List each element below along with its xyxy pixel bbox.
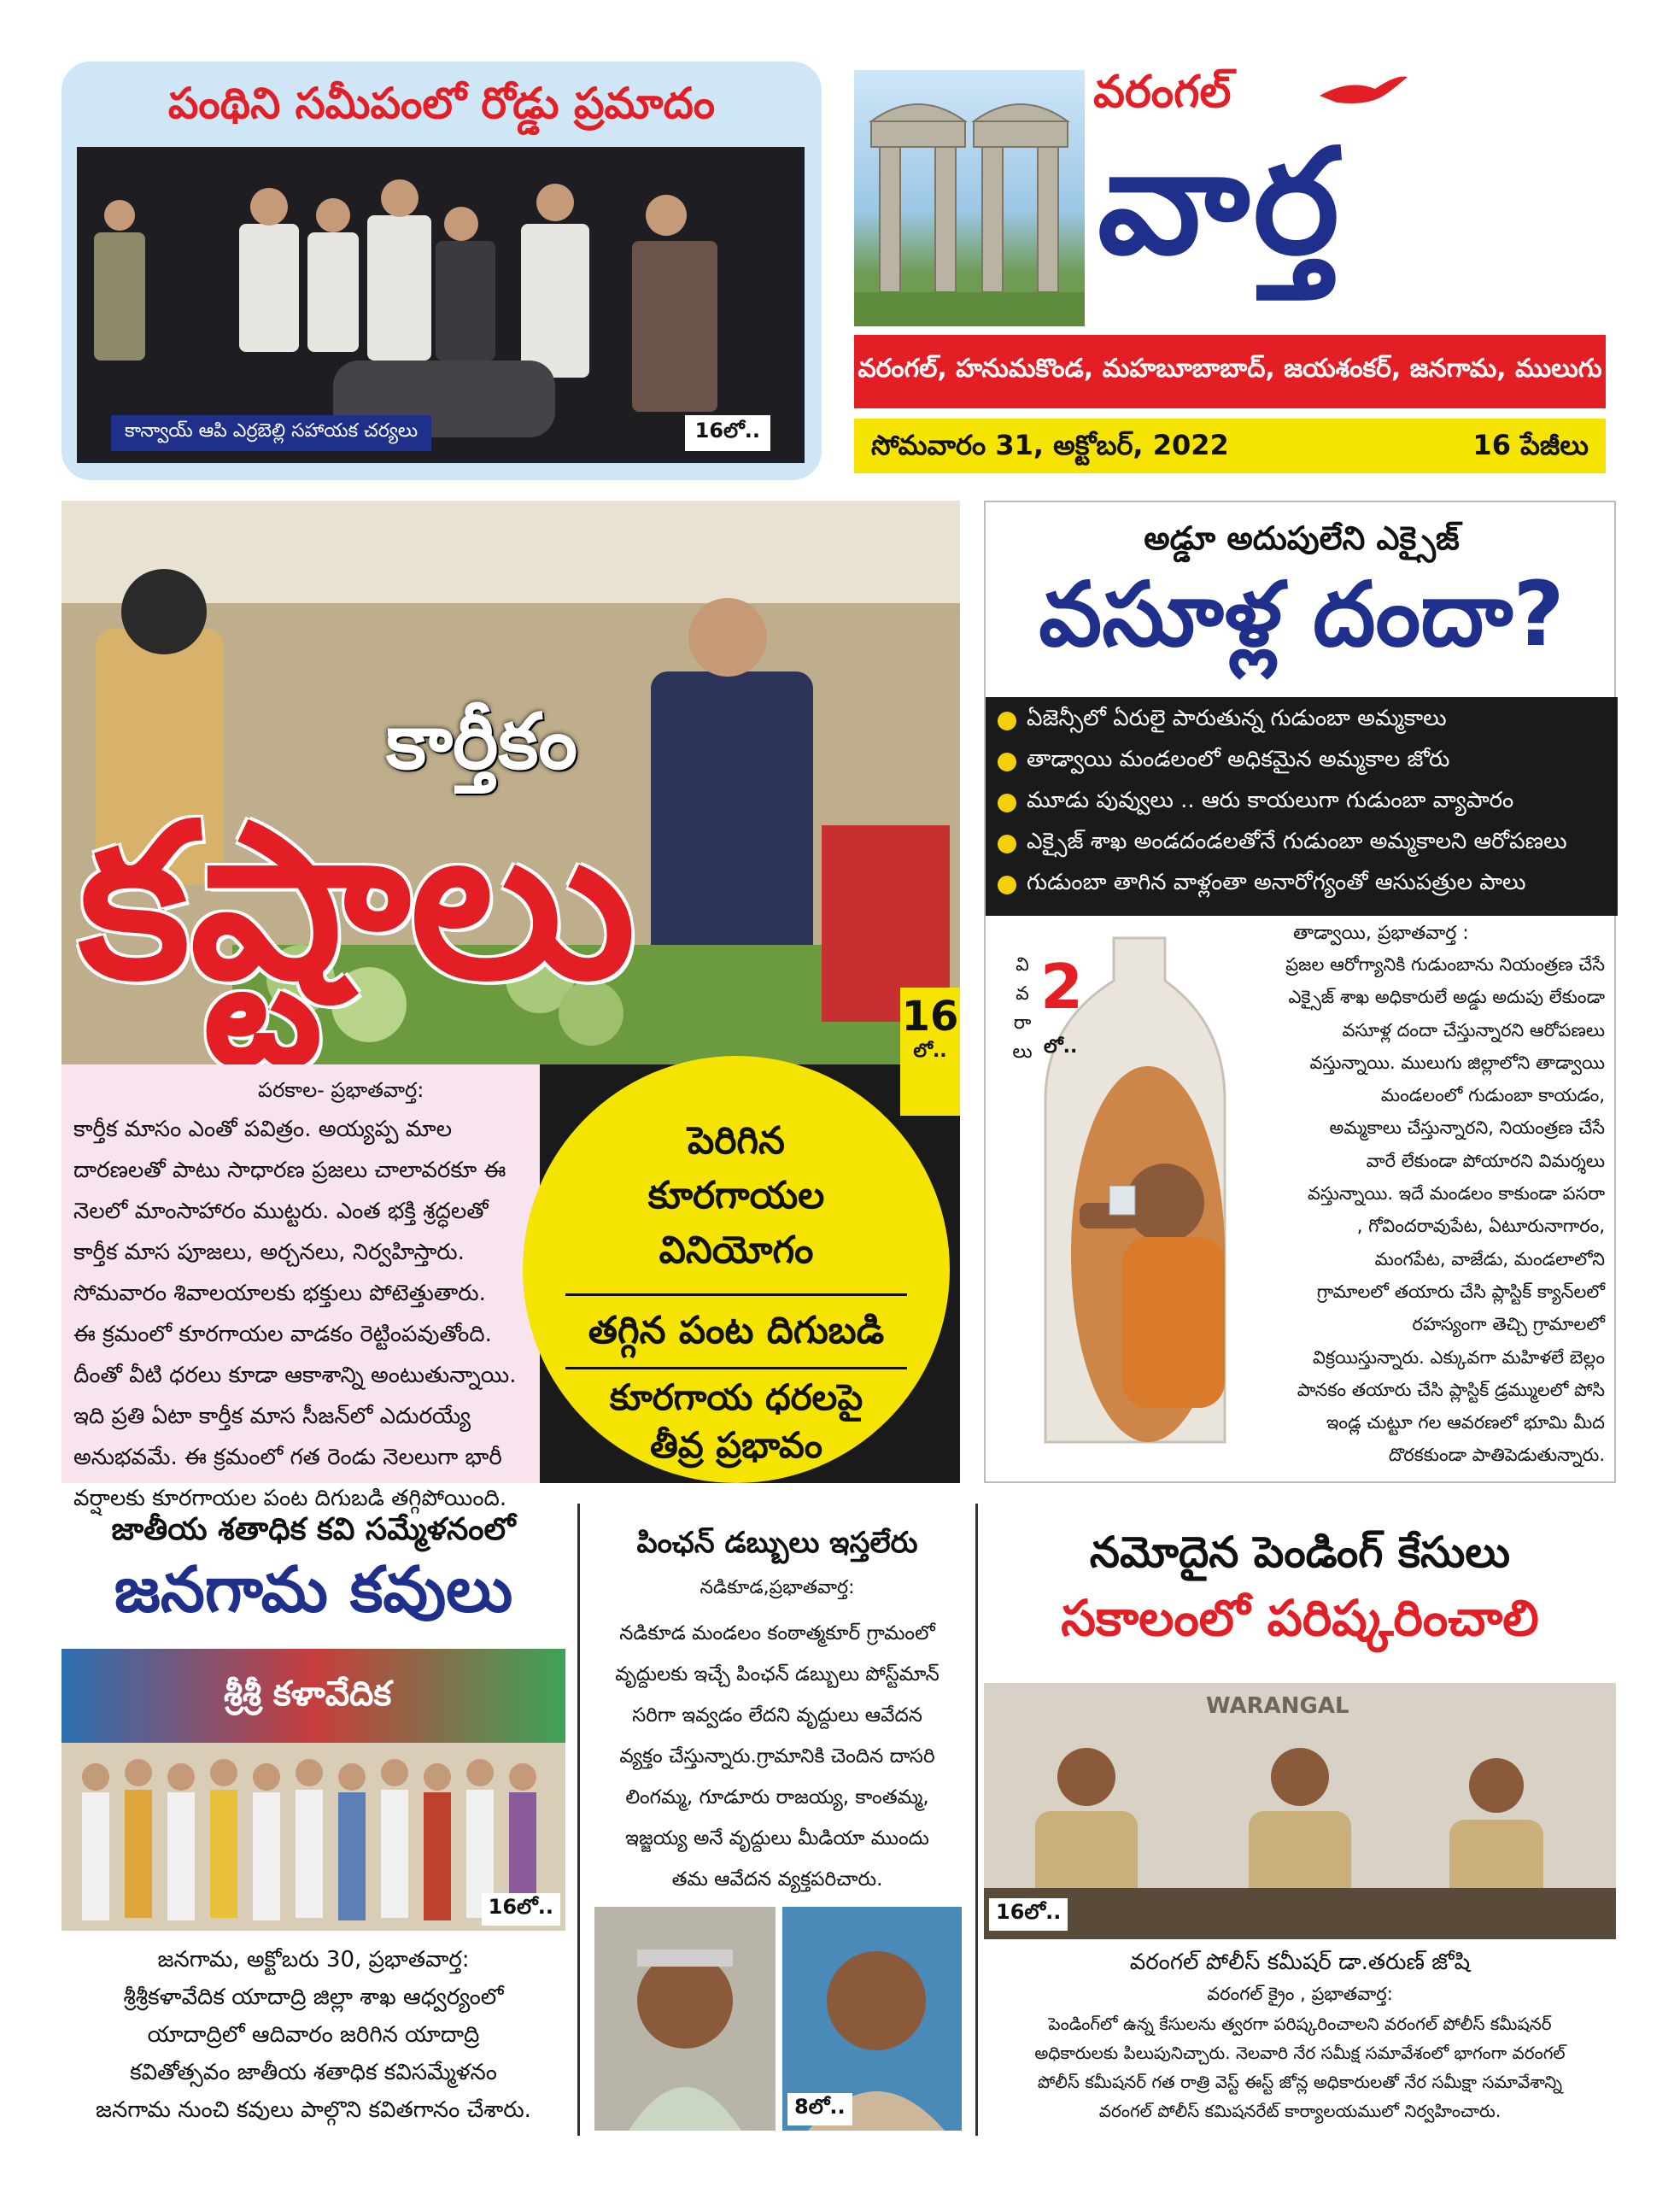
masthead-prefix: వరంగల్ [1093,67,1232,118]
details-label: వి వ రా లు [1012,954,1033,1063]
bullet-item: ఎక్సైజ్ శాఖ అండదండలతోనే గుడుంబా అమ్మకాలని ఆరోపణలు [986,824,1618,865]
circle-divider-2 [565,1367,907,1369]
details-ref: వి వ రా లు 2 లో.. [1010,951,1092,1070]
cases-page-ref: 16లో.. [989,1898,1068,1931]
masthead-photo-gateway [854,70,1085,326]
excise-story [984,501,1616,1483]
accident-headline: పంథిని సమీపంలో రోడ్డు ప్రమాదం [167,79,716,128]
masthead [854,62,1614,480]
bullet-dot-icon [998,712,1016,730]
accident-caption: కాన్వాయ్ ఆపి ఎర్రబెల్లి సహాయక చర్యలు [111,415,431,451]
cases-headline-2: సకాలంలో పరిష్కరించాలి [1061,1589,1539,1647]
poets-page-ref: 16లో.. [482,1893,560,1926]
bullet-dot-icon [998,835,1016,853]
circle-divider-1 [565,1293,907,1296]
bullet-item: ఏజెన్సీలో ఏరులై పారుతున్న గుడుంబా అమ్మకాలు [986,701,1618,742]
poets-body: జనగామ, అక్టోబరు 30, ప్రభాతవార్త: శ్రీశ్రీకళావేదిక యాదాద్రి జిల్లా శాఖ ఆధ్వర్యంలో యాదాద్రిలో ఆదివారం జరిగిన యాదాద్రి కవితోత్సవం జాతీయ శతాధిక కవిసమ్మేళనం జనగామ నుంచి కవులు పాల్గొని కవితగానం చేశారు. [96,1947,531,2123]
column-rule [975,1504,978,2136]
karthikam-page-ref: 16 లో.. [900,988,960,1116]
poets-story [61,1505,565,2137]
bullet-item: మూడు పువ్వులు .. ఆరు కాయలుగా గుడుంబా వ్యాపారం [986,783,1618,824]
accident-photo [77,147,805,463]
poets-headline: జనగామ కవులు [114,1553,513,1627]
circle-block-3: కూరగాయ ధరలపై తీవ్ర ప్రభావం [609,1376,863,1466]
excise-headline: వసూళ్ల దందా? [1039,562,1565,666]
page-count: 16 పేజీలు [1472,429,1589,461]
masthead-title: వార్త [1098,118,1343,287]
pension-photo-man [782,1907,962,2131]
pension-page-ref: 8లో.. [787,2093,852,2125]
accident-box [61,62,822,480]
pension-body: నడికూడ మండలం కంఠాత్మకూర్ గ్రామంలో వృద్దులకు ఇచ్చే పింఛన్ డబ్బులు పోస్ట్‌మాన్ సరిగా ఇవ్వడం లేదని వృద్దులు ఆవేదన వ్యక్తం చేస్తున్నారు.గ్రామానికి చెందిన దాసరి లింగమ్మ, గూడూరు రాజయ్య, కాంతమ్మ, ఇజ్జయ్య అనే వృద్దులు మీడియా ముందు తమ ఆవేదన వ్యక్తపరిచారు. [615,1622,940,1891]
circle-block-2: తగ్గిన పంట దిగుబడి [588,1309,885,1352]
karthikam-text-panel [61,1064,540,1511]
excise-body: ప్రజల ఆరోగ్యానికి గుడుంబాను నియంత్రణ చేసే ఎక్సైజ్ శాఖ అధికారులే అడ్డు అదుపు లేకుండా వసూళ్ల దందా చేస్తున్నారని ఆరోపణలు వస్తున్నాయి. ములుగు జిల్లాలోని తాడ్వాయి మండలంలో గుడుంబా కాయడం, అమ్మకాలు చేస్తున్నారని, నియంత్రణ చేసే వారే లేకుండా పోయారని విమర్శలు వస్తున్నాయి. ఇదే మండలం కాకుండా పసరా , గోవిందరావుపేట, ఏటూరునాగారం, మంగపేట, వాజేడు, మండలాలోని గ్రామాలలో తయారు చేసి ప్లాస్టిక్ క్యాన్‌లలో రహస్యంగా తెచ్చి గ్రామాలలో విక్రయిస్తున్నారు. ఎక్కువగా మహిళలే బెల్లం పానకం తయారు చేసి ప్లాస్టిక్ డ్రమ్ములలో పోసి ఇండ్ల చుట్టూ గల ఆవరణలో భూమి మీద దొరకకుండా పాతిపెడుతున్నారు. [1285,954,1605,1466]
bullet-dot-icon [998,753,1016,771]
pension-photo-woman [594,1907,776,2131]
kakatiya-arch-icon [854,70,1085,326]
accident-page-ref: 16లో.. [685,415,770,451]
pension-dateline: నడికూడ,ప్రభాతవార్త: [700,1577,855,1598]
karthikam-kicker: కార్తీకం [386,697,578,787]
poets-kicker: జాతీయ శతాధిక కవి సమ్మేళనంలో [111,1512,516,1547]
cases-headline-1: నమోదైన పెండింగ్ కేసులు [1089,1527,1511,1577]
pension-story [588,1505,967,2137]
issue-date: సోమవారం 31, అక్టోబర్, 2022 [871,429,1229,461]
cases-dateline: వరంగల్ క్రైం , ప్రభాతవార్త: [1207,1984,1393,2004]
excise-bullets [986,697,1618,916]
masthead-districts: వరంగల్, హనుమకొండ, మహబూబాబాద్, జయశంకర్, జనగామ, ములుగు [854,335,1606,408]
police-officers-illustration [984,1683,1616,1939]
pension-headline: పింఛన్ డబ్బులు ఇస్తలేరు [636,1526,918,1560]
bullet-dot-icon [998,794,1016,812]
bullet-dot-icon [998,876,1016,894]
excise-kicker: అడ్డూ అదుపులేని ఎక్సైజ్ [1144,519,1460,557]
poets-photo: శ్రీశ్రీ కళావేదిక 16లో.. [61,1649,565,1931]
column-rule [577,1504,580,2136]
bullet-item: గుడుంబా తాగిన వాళ్లంతా అనారోగ్యంతో ఆసుపత్రుల పాలు [986,865,1618,906]
masthead-dateline-bar [854,419,1606,473]
excise-dateline: తాడ్వాయి, ప్రభాతవార్త : [1293,923,1469,944]
cases-story [984,1505,1616,2137]
elderly-woman-illustration [594,1907,776,2131]
circle-block-1: పెరిగిన కూరగాయల వినియోగం [647,1119,825,1272]
cases-photo: WARANGAL 16లో.. [984,1683,1616,1939]
karthikam-story [61,501,960,1511]
karthikam-dateline: పరకాల- ప్రభాతవార్త: [258,1078,424,1102]
karthikam-body: కార్తీక మాసం ఎంతో పవిత్రం. అయ్యప్ప మాల దారణలతో పాటు సాధారణ ప్రజలు చాలావరకూ ఈ నెలలో మాంసాహారం ముట్టరు. ఎంత భక్తి శ్రద్ధలతో కార్తీక మాస పూజలు, అర్చనలు, నిర్వహిస్తారు. సోమవారం శివాలయాలకు భక్తులు పోటెత్తుతారు. ఈ క్రమంలో కూరగాయల వాడకం రెట్టింపవుతోంది. దీంతో వీటి ధరలు కూడా ఆకాశాన్ని అంటుతున్నాయి. ఇది ప్రతి ఏటా కార్తీక మాస సీజన్‌లో ఎదురయ్యే అనుభవమే. ఈ క్రమంలో గత రెండు నెలలుగా భారీ వర్షాలకు కూరగాయల పంట దిగుబడి తగ్గిపోయింది. [73,1117,517,1511]
cases-body: పెండింగ్‌లో ఉన్న కేసులను త్వరగా పరిష్కరించాలని వరంగల్ పోలీస్ కమీషనర్ అధికారులకు పిలుపునిచ్చారు. నెలవారి నేర సమీక్ష సమావేశంలో భాగంగా వరంగల్ పోలీస్ కమీషనర్ గత రాత్రి వెస్ట్ ఈస్ట్ జోన్ల అధికారులతో నేర సమీక్షా సమావేశాన్ని వరంగల్ పోలీస్ కమిషనరేట్ కార్యాలయములో నిర్వహించారు. [1034,2014,1566,2121]
poets-group-illustration [61,1649,565,1931]
cases-caption: వరంగల్ పోలీస్ కమీషర్ డా.తరుణ్ జోషి [1129,1950,1471,1975]
bullet-item: తాడ్వాయి మండలంలో అధికమైన అమ్మకాల జోరు [986,742,1618,783]
karthikam-highlight-circle [523,1056,950,1483]
karthikam-headline: కష్టాలు [79,777,635,1026]
